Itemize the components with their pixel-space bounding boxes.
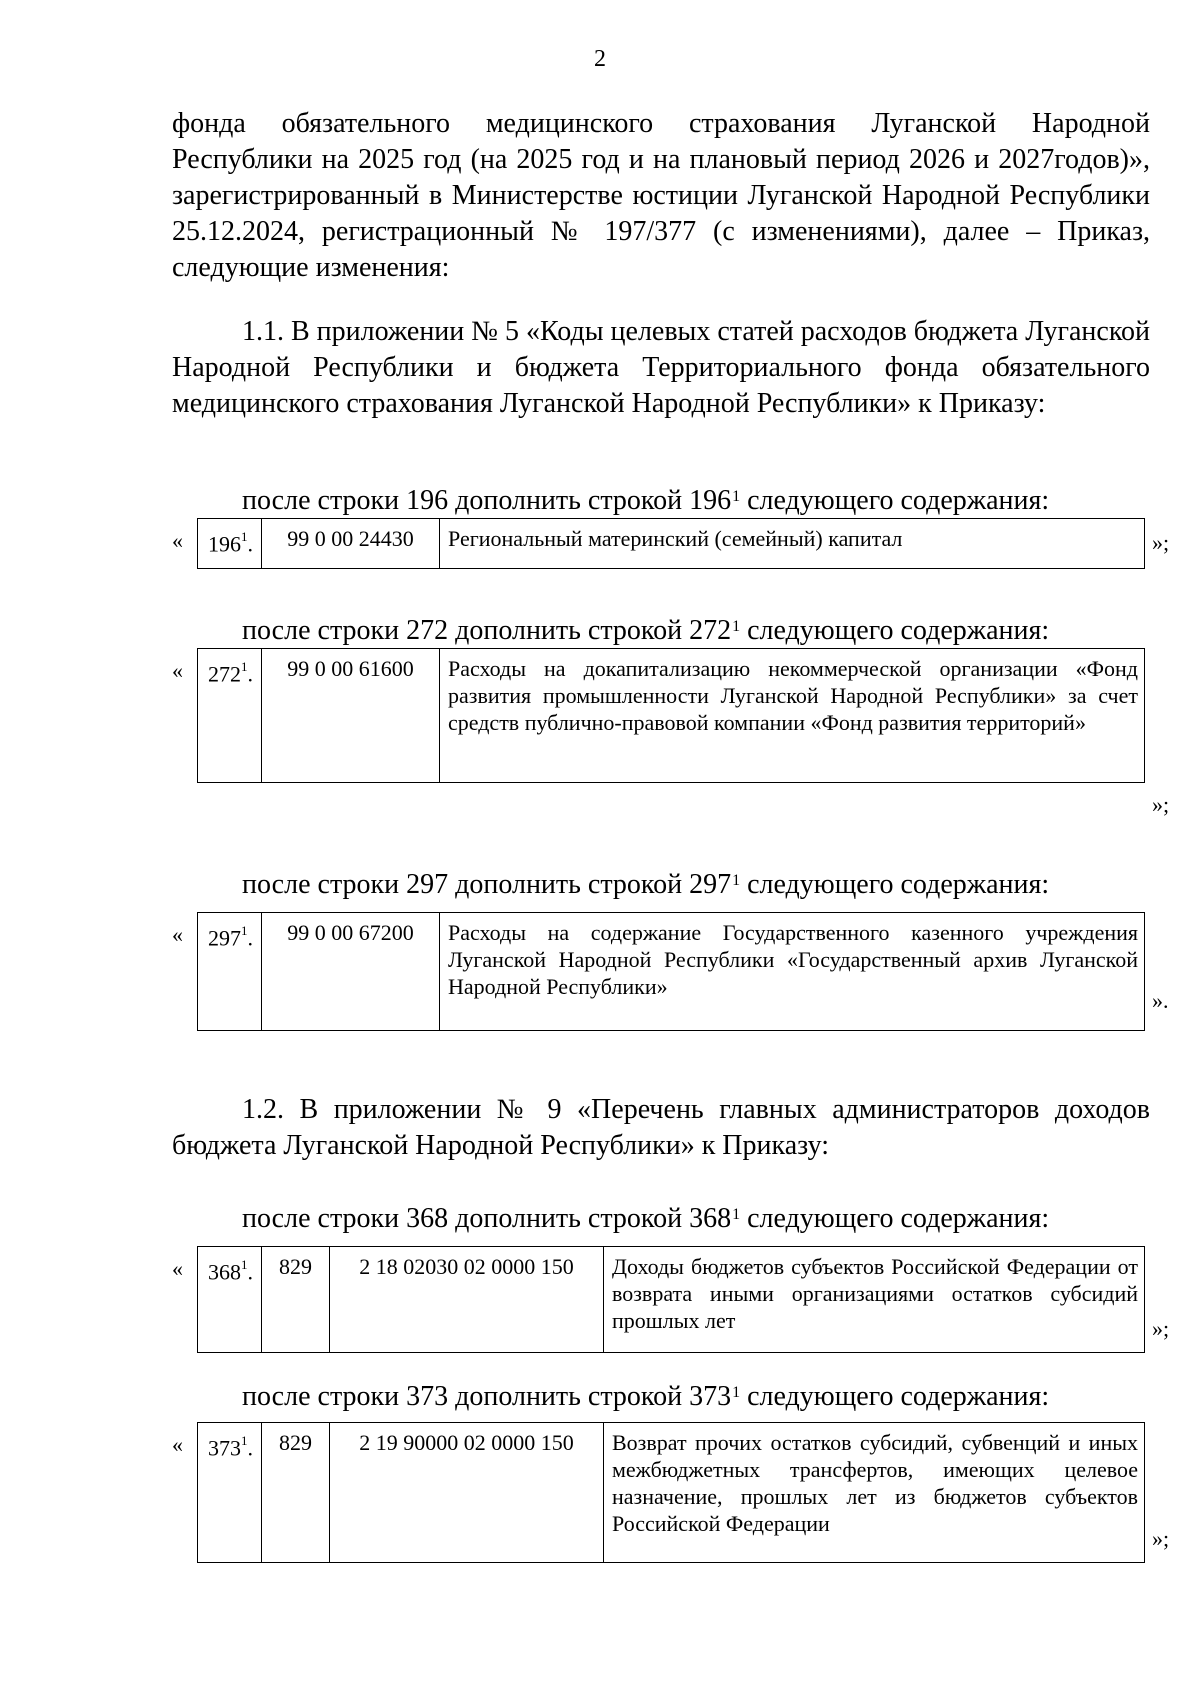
instruction-suffix: следующего содержания: [740, 869, 1050, 900]
target-article-code: 99 0 00 24430 [262, 519, 440, 569]
row-description: Доходы бюджетов субъектов Российской Федерации от возврата иными организациями остатков субсидий прошлых лет [604, 1247, 1145, 1353]
instruction-text: после строки 297 дополнить строкой 297 [242, 869, 732, 900]
table-row [198, 1423, 1145, 1563]
close-quote: »; [1152, 1526, 1170, 1551]
open-quote: « [172, 1256, 183, 1281]
open-quote: « [172, 658, 183, 683]
table-row [198, 913, 1145, 1031]
close-quote: »; [1152, 530, 1170, 555]
insertion-instruction-373 [242, 1380, 1049, 1414]
instruction-suffix: следующего содержания: [740, 615, 1050, 646]
table-row [198, 649, 1145, 783]
insertion-table-368 [197, 1246, 1145, 1353]
open-quote: « [172, 528, 183, 553]
table-row [198, 519, 1145, 569]
income-code: 2 19 90000 02 0000 150 [330, 1423, 604, 1563]
admin-code: 829 [262, 1247, 330, 1353]
target-article-code: 99 0 00 67200 [262, 913, 440, 1031]
instruction-text: после строки 272 дополнить строкой 272 [242, 615, 732, 646]
instruction-suffix: следующего содержания: [740, 485, 1050, 516]
insertion-instruction-272 [242, 614, 1049, 648]
insertion-table-196 [197, 518, 1145, 569]
instruction-suffix: следующего содержания: [740, 1203, 1050, 1234]
instruction-suffix: следующего содержания: [740, 1381, 1050, 1412]
insertion-instruction-368 [242, 1202, 1049, 1236]
instruction-text: после строки 196 дополнить строкой 196 [242, 485, 732, 516]
row-description: Расходы на содержание Государственного казенного учреждения Луганской Народной Республики «Государственный архив Луганской Народной Республики» [440, 913, 1145, 1031]
instruction-text: после строки 368 дополнить строкой 368 [242, 1203, 732, 1234]
row-number: $373^1$. [198, 1423, 262, 1563]
instruction-text: после строки 373 дополнить строкой 373 [242, 1381, 732, 1412]
open-quote: « [172, 1432, 183, 1457]
admin-code: 829 [262, 1423, 330, 1563]
section-1-1-paragraph: 1.1. В приложении № 5 «Коды целевых статей расходов бюджета Луганской Народной Республики и бюджета Территориального фонда обязательного медицинского страхования Луганской Народной Республики» к Приказу: [172, 316, 1150, 419]
row-description: Региональный материнский (семейный) капитал [440, 519, 1145, 569]
intro-paragraph: фонда обязательного медицинского страхования Луганской Народной Республики на 2025 год (на 2025 год и на плановый период 2026 и 2027годов)», зарегистрированный в Министерстве юстиции Луганской Народной Республики 25.12.2024, регистрационный № 197/377 (с изменениями), далее – Приказ, следующие изменения: [172, 108, 1150, 283]
instruction-superscript: 1 [732, 872, 741, 889]
insertion-table-373 [197, 1422, 1145, 1563]
close-quote: ». [1152, 988, 1169, 1013]
target-article-code: 99 0 00 61600 [262, 649, 440, 783]
row-number: $297^1$. [198, 913, 262, 1031]
row-description: Возврат прочих остатков субсидий, субвенций и иных межбюджетных трансфертов, имеющих целевое назначение, прошлых лет из бюджетов субъектов Российской Федерации [604, 1423, 1145, 1563]
open-quote: « [172, 922, 183, 947]
page-number: 2 [594, 46, 606, 72]
close-quote: »; [1152, 792, 1170, 817]
row-number: $272^1$. [198, 649, 262, 783]
row-description: Расходы на докапитализацию некоммерческой организации «Фонд развития промышленности Луганской Народной Республики» за счет средств публично-правовой компании «Фонд развития территорий» [440, 649, 1145, 783]
insertion-instruction-196 [242, 484, 1049, 518]
instruction-superscript: 1 [732, 1384, 741, 1401]
section-1-2-paragraph: 1.2. В приложении № 9 «Перечень главных администраторов доходов бюджета Луганской Народной Республики» к Приказу: [172, 1094, 1150, 1161]
insertion-table-272 [197, 648, 1145, 783]
row-number: $196^1$. [198, 519, 262, 569]
income-code: 2 18 02030 02 0000 150 [330, 1247, 604, 1353]
table-row [198, 1247, 1145, 1353]
row-number: $368^1$. [198, 1247, 262, 1353]
insertion-table-297 [197, 912, 1145, 1031]
insertion-instruction-297 [242, 868, 1049, 902]
close-quote: »; [1152, 1316, 1170, 1341]
instruction-superscript: 1 [732, 618, 741, 635]
instruction-superscript: 1 [732, 1206, 741, 1223]
instruction-superscript: 1 [732, 488, 741, 505]
